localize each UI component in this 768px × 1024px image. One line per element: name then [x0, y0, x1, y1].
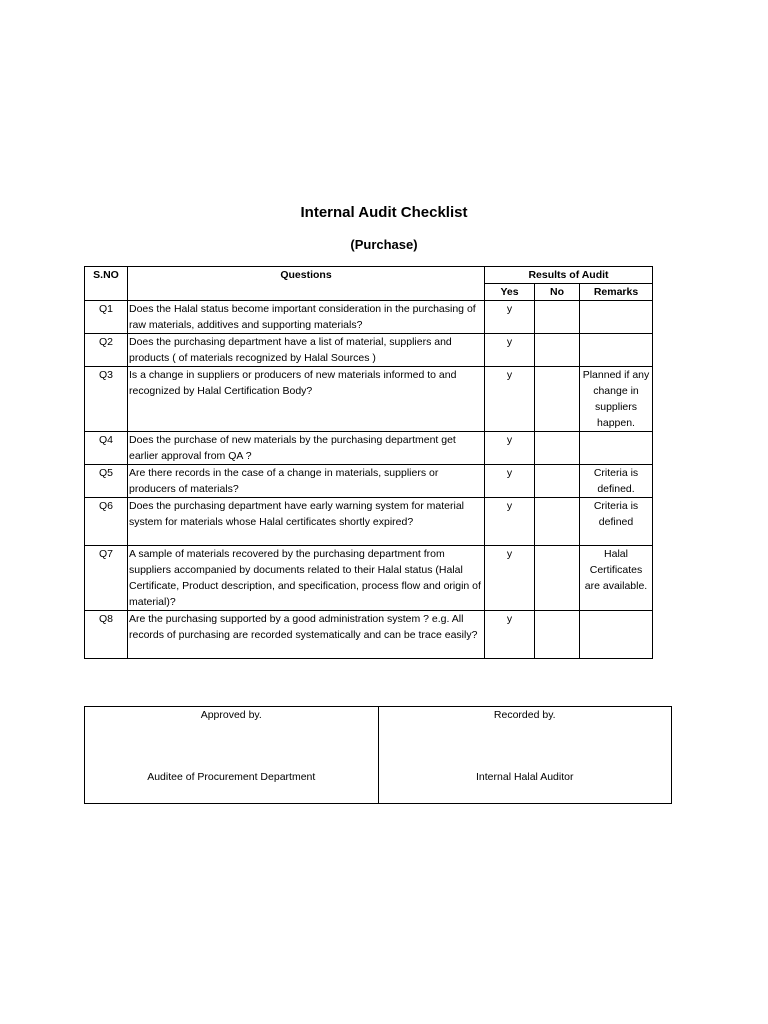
- recorded-by-label: Recorded by.: [493, 709, 556, 721]
- table-row: [85, 465, 653, 498]
- table-row: [85, 301, 653, 334]
- row-question: Are there records in the case of a change in materials, suppliers or producers of materials?: [128, 465, 485, 498]
- row-no: [535, 432, 580, 465]
- signature-table: [84, 706, 672, 804]
- row-sno: Q3: [85, 367, 128, 432]
- approved-by-name: Auditee of Procurement Department: [147, 771, 316, 783]
- row-sno: Q4: [85, 432, 128, 465]
- row-remarks: [580, 334, 653, 367]
- row-sno: Q2: [85, 334, 128, 367]
- row-no: [535, 546, 580, 611]
- audit-checklist-table: [84, 266, 653, 659]
- row-no: [535, 367, 580, 432]
- row-yes: y: [485, 432, 535, 465]
- table-row: [85, 334, 653, 367]
- row-question: Is a change in suppliers or producers of new materials informed to and recognized by Halal Certification Body?: [128, 367, 485, 432]
- row-remarks: Criteria is defined: [580, 498, 653, 546]
- table-row: [85, 611, 653, 659]
- document-title: Internal Audit Checklist: [300, 204, 468, 221]
- row-question: Does the purchase of new materials by the purchasing department get earlier approval from QA ?: [128, 432, 485, 465]
- header-results-of-audit: Results of Audit: [485, 267, 653, 284]
- row-sno: Q8: [85, 611, 128, 659]
- row-yes: y: [485, 611, 535, 659]
- row-remarks: [580, 432, 653, 465]
- row-yes: y: [485, 301, 535, 334]
- header-yes: Yes: [485, 284, 535, 301]
- row-yes: y: [485, 465, 535, 498]
- row-remarks: Criteria is defined.: [580, 465, 653, 498]
- row-no: [535, 498, 580, 546]
- table-row: [85, 432, 653, 465]
- row-question: Does the purchasing department have a list of material, suppliers and products ( of materials recognized by Halal Sources ): [128, 334, 485, 367]
- row-sno: Q7: [85, 546, 128, 611]
- approved-cell: [85, 707, 379, 804]
- row-yes: y: [485, 334, 535, 367]
- row-yes: y: [485, 367, 535, 432]
- row-remarks: [580, 301, 653, 334]
- header-questions: Questions: [128, 267, 485, 301]
- row-no: [535, 334, 580, 367]
- table-row: [85, 546, 653, 611]
- table-header-row: [85, 267, 653, 284]
- recorded-cell: [378, 707, 672, 804]
- table-row: [85, 367, 653, 432]
- header-sno: S.NO: [85, 267, 128, 301]
- approved-by-label: Approved by.: [200, 709, 262, 721]
- header-remarks: Remarks: [580, 284, 653, 301]
- row-sno: Q1: [85, 301, 128, 334]
- row-question: Does the purchasing department have early warning system for material system for materials whose Halal certificates shortly expired?: [128, 498, 485, 546]
- row-remarks: [580, 611, 653, 659]
- row-no: [535, 611, 580, 659]
- row-no: [535, 301, 580, 334]
- row-question: A sample of materials recovered by the purchasing department from suppliers accompanied by documents related to their Halal status (Halal Certificate, Product description, and specification, process flow and origin of material)?: [128, 546, 485, 611]
- row-sno: Q6: [85, 498, 128, 546]
- row-yes: y: [485, 498, 535, 546]
- document-subtitle: (Purchase): [350, 237, 418, 252]
- row-remarks: Halal Certificates are available.: [580, 546, 653, 611]
- table-row: [85, 498, 653, 546]
- row-sno: Q5: [85, 465, 128, 498]
- recorded-by-name: Internal Halal Auditor: [476, 771, 574, 783]
- row-question: Are the purchasing supported by a good administration system ? e.g. All records of purchasing are recorded systematically and can be trace easily?: [128, 611, 485, 659]
- row-question: Does the Halal status become important consideration in the purchasing of raw materials, additives and supporting materials?: [128, 301, 485, 334]
- row-no: [535, 465, 580, 498]
- row-yes: y: [485, 546, 535, 611]
- row-remarks: Planned if any change in suppliers happen.: [580, 367, 653, 432]
- header-no: No: [535, 284, 580, 301]
